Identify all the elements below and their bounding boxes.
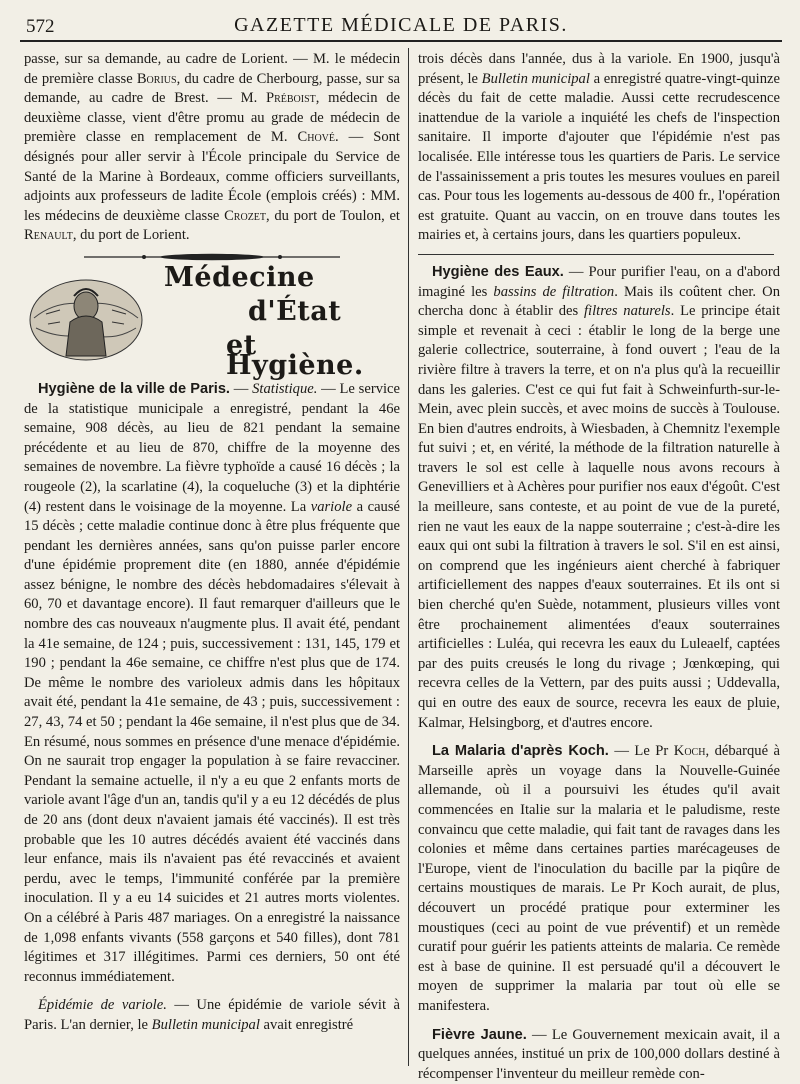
- heading-hygiene-eaux: Hygiène des Eaux.: [432, 264, 564, 280]
- right-column: [418, 50, 780, 1066]
- section-title-line-1: Médecine: [164, 268, 315, 288]
- journal-title: GAZETTE MÉDICALE DE PARIS.: [20, 14, 782, 37]
- page-header: [20, 10, 782, 42]
- section-title: [24, 266, 400, 374]
- column-divider: [408, 48, 409, 1066]
- section-title-line-2: d'État: [248, 302, 341, 322]
- paragraph-epidemie-variole: Épidémie de variole. — Une épidémie de variole sévit à Paris. L'an dernier, le Bulletin municipal avait enregistré: [24, 996, 400, 1035]
- page-number: 572: [26, 16, 55, 38]
- heading-fievre-jaune: Fièvre Jaune.: [432, 1027, 527, 1043]
- paragraph-appointments: passe, sur sa demande, au cadre de Lorient. — M. le médecin de première classe Borius, du cadre de Cherbourg, passe, sur sa demande, au cadre de Brest. — M. Préboist, médecin de deuxième classe, vient d'être promu au grade de médecin de première classe en remplacement de M. Chové. — Sont désignés pour aller servir à l'École principale du Service de Santé de la Marine à Bordeaux, comme officiers surveillants, adjoints aux professeurs de ladite École (emplois créés) : MM. les médecins de deuxième classe Crozet, du port de Toulon, et Renault, du port de Lorient.: [24, 50, 400, 246]
- paragraph-hygiene-paris: Hygiène de la ville de Paris. — Statistique. — Le service de la statistique municipale a enregistré, pendant la 46e semaine, 908 décès, au lieu de 821 pendant la semaine précédente et au lieu de 870, chiffre de la moyenne des semaines de novembre. La fièvre typhoïde a causé 16 décès ; la rougeole (2), la scarlatine (4), la coqueluche (3) et la diphtérie (4) restent dans le voisinage de la moyenne. La variole a causé 15 décès ; cette maladie continue donc à être plus fréquente que pendant les dernières années, sans qu'on puisse parler encore d'une épidémie proprement dite (en 1880, année d'épidémie assez bénigne, le nombre des décès hebdomadaires s'élevait à 60, 70 et davantage encore). Il faut remarquer d'ailleurs que le nombre des cas nouveaux n'augmente plus. Il avait été, pendant la 41e semaine, de 124 ; puis, successivement : 131, 145, 179 et 190 ; pendant la 46e semaine, ce chiffre n'est plus que de 174. De même le nombre des varioleux admis dans les hôpitaux avait été, pendant la 41e semaine, de 43 ; puis, successivement : 27, 43, 74 et 50 ; pendant la 46e semaine, il n'est plus que de 34. En résumé, nous sommes en présence d'une menace d'épidémie. On ne saurait trop engager la population à se faire revacciner. Pendant la semaine actuelle, il n'y a eu que 2 enfants morts de variole avant l'âge d'un an, tandis qu'il y a eu 12 décédés de plus de 20 ans (dont deux n'avaient jamais été vaccinés). Il est très probable que les 10 autres décédés avaient été vaccinés dans leur enfance, mais ils n'avaient pas été revaccinés et avaient perdu, avec le temps, l'immunité conférée par la première inoculation. Il y a eu 14 suicides et 21 autres morts violentes. On a célébré à Paris 487 mariages. On a enregistré la naissance de 1,098 enfants vivants (558 garçons et 540 filles), dont 781 légitimes et 317 illégitimes. Parmi ces derniers, 50 ont été reconnus immédiatement.: [24, 380, 400, 987]
- heading-epidemie-variole: Épidémie de variole.: [38, 997, 167, 1013]
- paragraph-variole-continued: trois décès dans l'année, dus à la variole. En 1900, jusqu'à présent, le Bulletin municipal a enregistré quatre-vingt-quinze décès du fait de cette maladie. Aussi cette recrudescence inattendue de la variole a inquiété les chefs de l'inspection sanitaire. Il importe d'ajouter que l'épidémie n'est pas localisée. Elle intéresse tous les quartiers de Paris. Le service de l'assainissement a pris toutes les mesures voulues en pareil cas. Pour tous les logements au-dessous de 400 fr., l'opération est gratuite. Quant au vaccin, on en trouve dans toutes les mairies et, à certains jours, dans les quartiers populeux.: [418, 50, 780, 246]
- heading-malaria-koch: La Malaria d'après Koch.: [432, 743, 609, 759]
- paragraph-hygiene-eaux: Hygiène des Eaux. — Pour purifier l'eau, on a d'abord imaginé les bassins de filtration. Mais ils coûtent cher. On chercha donc à établir des filtres naturels. Le principe était simple et revenait à ceci : établir le long de la berge une galerie collectrice, souterraine, à fond ouvert ; l'eau de la rivière filtre à travers la terre, et on n'a plus qu'à la recueillir dans les galeries. C'est ce qui fut fait à Schweinfurth-sur-le-Mein, avec plein succès, et avec moins de succès à Toulouse. En bien d'autres endroits, à Wiesbaden, à Chemnitz l'exemple fut suivi ; et, en vérité, la méthode de la filtration naturelle à travers le sol est celle à laquelle nous avons recours à Genevilliers et à Achères pour purifier nos eaux d'égoût. C'est la meilleure, sans conteste, et au point de vue de la pureté, rien ne vaut les eaux de la nappe souterraine ; c'est-à-dire les eaux qui ont subi la filtration à travers le sol. S'il en est ainsi, on comprend que les ingénieurs aient cherché à fabriquer artificiellement des nappes d'eaux souterraines. Et ils ont si bien cherché qu'en Suède, notamment, plusieurs villes vont être prochainement alimentées d'eaux souterraines artificielles : Luléa, qui recevra les eaux du Luleaelf, captées par des puits creusés le long du rivage ; Jœnkœping, qui recevra celles de la Vettern, par des puits aussi ; Uddevalla, qui en outre des eaux de source, recevra les eaux de pluie, Kalmar, Helsingborg, et d'autres encore.: [418, 263, 780, 733]
- section-title-line-3: et Hygiène.: [226, 336, 400, 375]
- paragraph-malaria-koch: La Malaria d'après Koch. — Le Pr Koch, débarqué à Marseille après un voyage dans la Nouvelle-Guinée allemande, où il a poursuivi les études qu'il avait commencées en Italie sur la malaria et le paludisme, reste convaincu que cette maladie, qui fait tant de ravages dans les colonies et même dans certaines parties marécageuses de l'Europe, vient de l'inoculation du bacille par la piqûre de certains moustiques de marais. Le Pr Koch aurait, de plus, découvert un procédé pratique pour exterminer les moustiques (ceci au point de vue préventif) et un remède curatif pour guérir les patients atteints de malaria. Ce remède est à base de quinine. Il est persuadé qu'il a découvert le moyen de supprimer la malaria par tout où elle se manifestera.: [418, 742, 780, 1016]
- figure-vignette-icon: [26, 270, 146, 366]
- paragraph-fievre-jaune: Fièvre Jaune. — Le Gouvernement mexicain avait, il a quelques années, institué un prix de 100,000 dollars destiné à récompenser l'inventeur du meilleur remède con-: [418, 1026, 780, 1084]
- heading-hygiene-paris: Hygiène de la ville de Paris.: [38, 381, 230, 397]
- left-column: [24, 50, 400, 1066]
- section-separator: [418, 254, 774, 255]
